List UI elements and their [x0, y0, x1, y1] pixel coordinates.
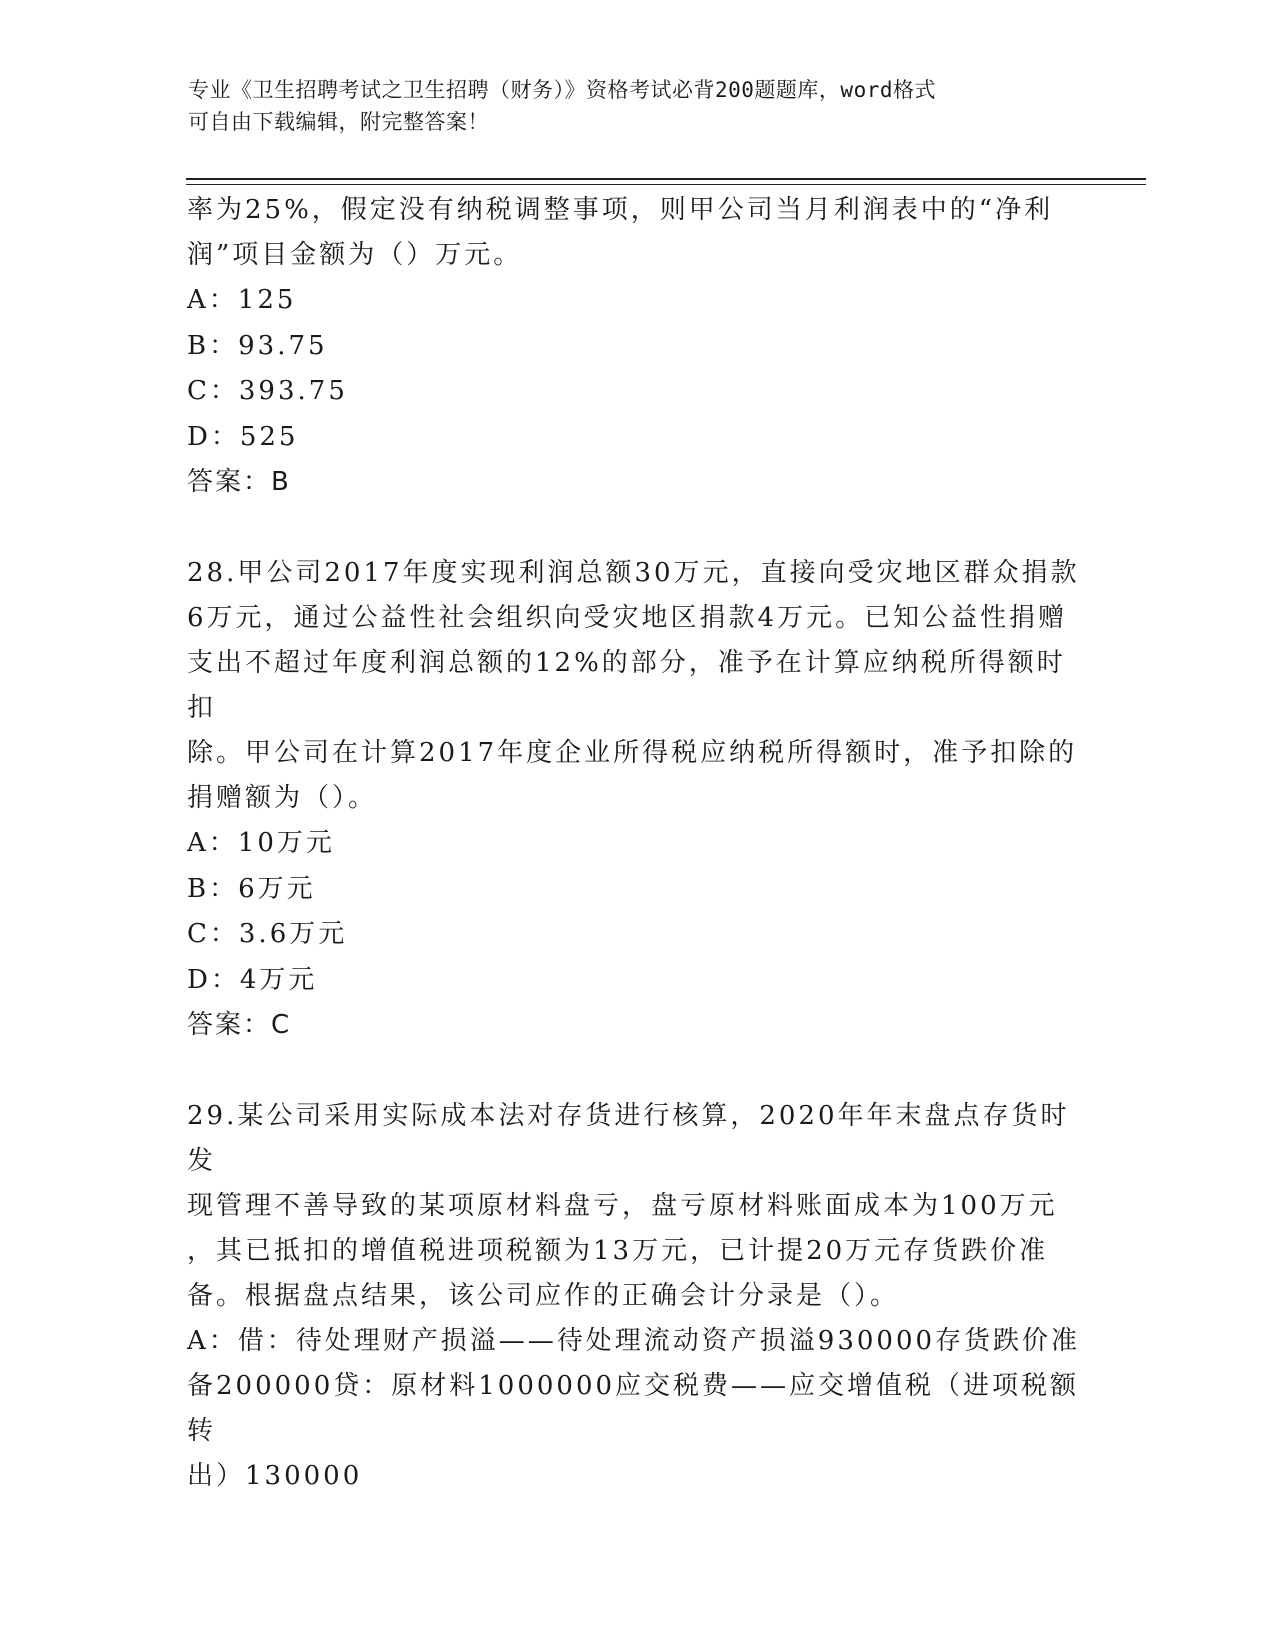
question-27 — [187, 188, 1087, 505]
header-rule-thin — [186, 184, 1146, 185]
question-27-answer: 答案：B — [187, 467, 291, 497]
document-body — [187, 188, 1087, 1499]
question-29-option-a-line-1: A：借：待处理财产损溢——待处理流动资产损溢930000存货跌价准 — [187, 1326, 1081, 1356]
question-28-option-a: A：10万元 — [187, 828, 335, 858]
question-28-text-line-5: 捐赠额为（）。 — [187, 783, 378, 813]
question-28-option-d: D：4万元 — [187, 964, 318, 995]
question-29 — [187, 1094, 1087, 1499]
question-29-text-line-2: 现管理不善导致的某项原材料盘亏，盘亏原材料账面成本为100万元 — [187, 1191, 1058, 1221]
question-27-text-line-2: 润”项目金额为（）万元。 — [187, 240, 523, 270]
question-28-text-line-3: 支出不超过年度利润总额的12%的部分，准予在计算应纳税所得额时扣 — [187, 648, 1066, 723]
question-28-text-line-2: 6万元，通过公益性社会组织向受灾地区捐款4万元。已知公益性捐赠 — [187, 603, 1068, 633]
question-29-text-line-4: 备。根据盘点结果，该公司应作的正确会计分录是（）。 — [187, 1281, 900, 1311]
question-29-option-a-line-3: 出）130000 — [187, 1461, 363, 1491]
question-27-option-c: C：393.75 — [187, 376, 348, 406]
question-29-option-a-line-2: 备200000贷：原材料1000000应交税费——应交增值税（进项税额转 — [187, 1371, 1080, 1446]
question-27-option-d: D：525 — [187, 421, 299, 452]
question-28-answer: 答案：C — [187, 1010, 292, 1040]
question-27-option-a: A：125 — [187, 285, 297, 315]
question-27-option-b: B：93.75 — [187, 330, 328, 361]
question-28-text-line-4: 除。甲公司在计算2017年度企业所得税应纳税所得额时，准予扣除的 — [187, 738, 1078, 768]
question-28-text-line-1: 28.甲公司2017年度实现利润总额30万元，直接向受灾地区群众捐款 — [187, 558, 1080, 588]
document-header — [188, 74, 1068, 138]
question-29-text-line-1: 29.某公司采用实际成本法对存货进行核算，2020年年末盘点存货时发 — [187, 1101, 1070, 1176]
question-28 — [187, 551, 1087, 1048]
spacer — [187, 1048, 1087, 1094]
question-28-option-b: B：6万元 — [187, 873, 316, 904]
question-27-text-line-1: 率为25%，假定没有纳税调整事项，则甲公司当月利润表中的“净利 — [187, 195, 1054, 225]
spacer — [187, 505, 1087, 551]
header-title-line-2: 可自由下载编辑，附完整答案！ — [188, 110, 489, 134]
header-rule-thick — [186, 178, 1146, 180]
header-title-line-1: 专业《卫生招聘考试之卫生招聘（财务）》资格考试必背200题题库，word格式 — [188, 78, 936, 102]
question-29-text-line-3: ，其已抵扣的增值税进项税额为13万元，已计提20万元存货跌价准 — [187, 1236, 1049, 1266]
question-28-option-c: C：3.6万元 — [187, 919, 348, 949]
